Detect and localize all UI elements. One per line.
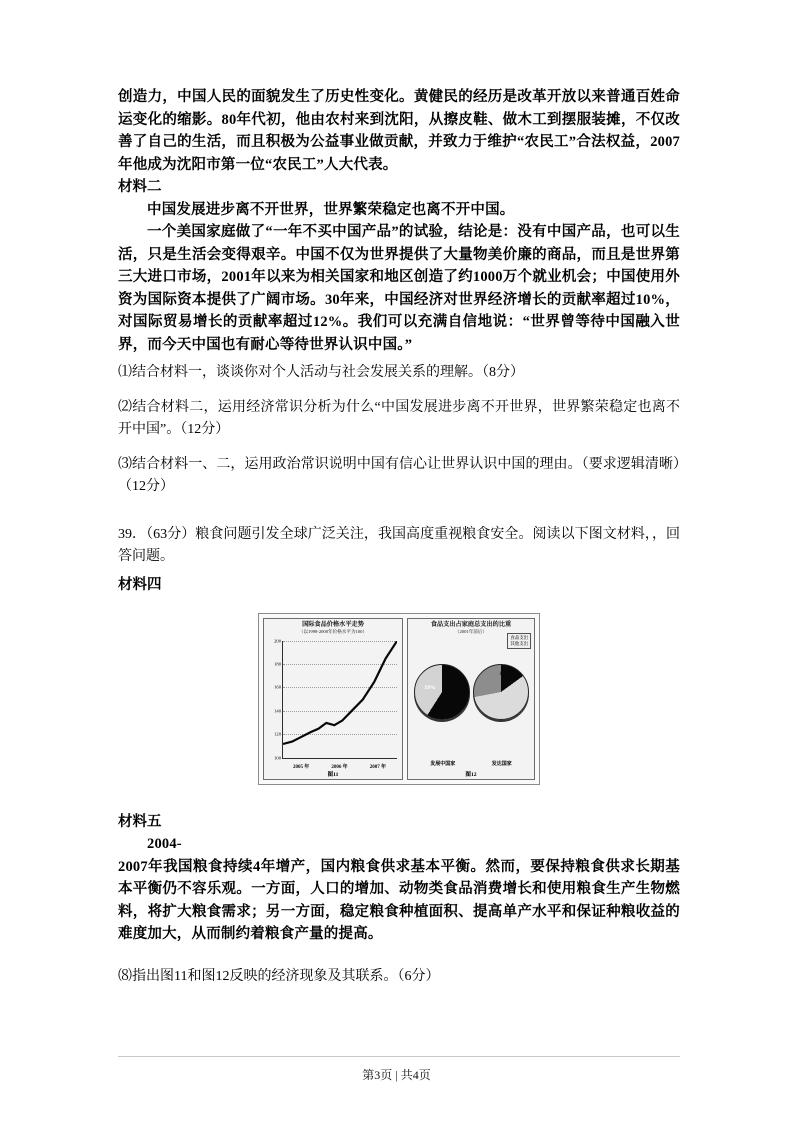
- question-2: ⑵结合材料二，运用经济常识分析为什么“中国发展进步离不开世界，世界繁荣稳定也离不开中国”。（12分）: [118, 400, 680, 437]
- legend-item-other: 其他支出: [510, 640, 528, 646]
- chart-pie-title: 食品支出占家庭总支出的比重: [430, 620, 512, 628]
- chart-line-subtitle: （以1998-2000年价格水平为100）: [298, 628, 368, 634]
- paragraph-intro: 创造力，中国人民的面貌发生了历史性变化。黄健民的经历是改革开放以来普通百姓命运变化的缩影。80年代初，他由农村来到沈阳，从擦皮鞋、做木工到摆服装摊，不仅改善了自己的生活，而且积极为公益事业做贡献，并致力于维护“农民工”合法权益，2007年他成为沈阳市第一位“农民工”人大代表。: [118, 89, 680, 173]
- pie-developed: [473, 664, 529, 720]
- chart-pie-plots: [412, 653, 530, 731]
- material-five-label: 材料五: [118, 813, 162, 830]
- paragraph-material-two-lead: 中国发展进步离不开世界，世界繁荣稳定也离不开中国。: [147, 201, 515, 218]
- chart-pie-legend: [507, 633, 531, 649]
- xtick-2006: 2006 年: [331, 764, 348, 770]
- chart-line-panel: [263, 618, 403, 780]
- chart-pie-subtitle: （2001年前后）: [454, 628, 488, 634]
- page-footer: 第3页 | 共4页: [362, 1068, 431, 1082]
- paragraph-year-line: 2004-: [147, 836, 182, 852]
- ytick-140: 140: [274, 708, 281, 714]
- xtick-2007: 2007 年: [369, 764, 386, 770]
- pie-label-15: 15%: [499, 670, 511, 677]
- ytick-120: 120: [274, 731, 281, 737]
- chart-line-plot: [274, 638, 397, 760]
- document-body: [118, 86, 680, 988]
- paragraph-material-two-body: 一个美国家庭做了“一年不买中国产品”的试验，结论是：没有中国产品，也可以生活，只是生活会变得艰辛。中国不仅为世界提供了大量物美价廉的商品，而且是世界第三大进口市场，2001年以来为相关国家和地区创造了约1000万个就业机会；中国使用外资为国际资本提供了广阔市场。30年来，中国经济对世界经济增长的贡献率超过10%，对国际贸易增长的贡献率超过12%。我们可以充满自信地说：“世界曾等待中国融入世界，而今天中国也有耐心等待世界认识中国。”: [118, 224, 680, 353]
- paragraph-material-five: 2007年我国粮食持续4年增产，国内粮食供求基本平衡。然而，要保持粮食供求长期基本平衡仍不容乐观。一方面，人口的增加、动物类食品消费增长和使用粮食生产生物燃料，将扩大粮食需求；另一方面，稳定粮食种植面积、提高单产水平和保证种粮收益的难度加大，从而制约着粮食产量的提高。: [118, 858, 680, 942]
- question-3: ⑶结合材料一、二，运用政治常识说明中国有信心让世界认识中国的理由。（要求逻辑清晰）（12分）: [118, 457, 680, 494]
- figure-group: [118, 613, 680, 785]
- pie-developing: [414, 664, 470, 720]
- chart-pie-panel: [407, 618, 535, 780]
- scanned-figure: [258, 613, 540, 785]
- chart-pie-caption: 图12: [465, 771, 477, 778]
- ytick-200: 200: [274, 638, 281, 643]
- question-8: ⑻指出图11和图12反映的经济现象及其联系。（6分）: [118, 968, 440, 984]
- chart-line-title: 国际食品价格水平走势: [302, 620, 364, 628]
- ytick-100: 100: [274, 755, 281, 760]
- chart-line-caption: 图11: [327, 771, 339, 778]
- pie-label-59: 59%: [424, 684, 436, 691]
- legend-item-food: 食品支出: [510, 634, 528, 640]
- pie-group-developing: 发展中国家: [430, 761, 456, 767]
- material-four-label: 材料四: [118, 577, 162, 593]
- chart-line-xlabels: [282, 763, 397, 770]
- material-two-label: 材料二: [118, 179, 162, 195]
- ytick-160: 160: [274, 684, 281, 690]
- chart-line-series: [283, 641, 397, 758]
- question-1: ⑴结合材料一，谈谈你对个人活动与社会发展关系的理解。（8分）: [118, 365, 524, 380]
- question-39-stem: 39．（63分）粮食问题引发全球广泛关注，我国高度重视粮食安全。阅读以下图文材料，，回答问题。: [118, 527, 680, 564]
- pie-group-developed: 发达国家: [491, 761, 512, 767]
- xtick-2005: 2005 年: [293, 764, 310, 770]
- chart-pie-group-labels: [412, 760, 530, 767]
- footer-divider: [118, 1056, 680, 1057]
- ytick-180: 180: [274, 661, 281, 667]
